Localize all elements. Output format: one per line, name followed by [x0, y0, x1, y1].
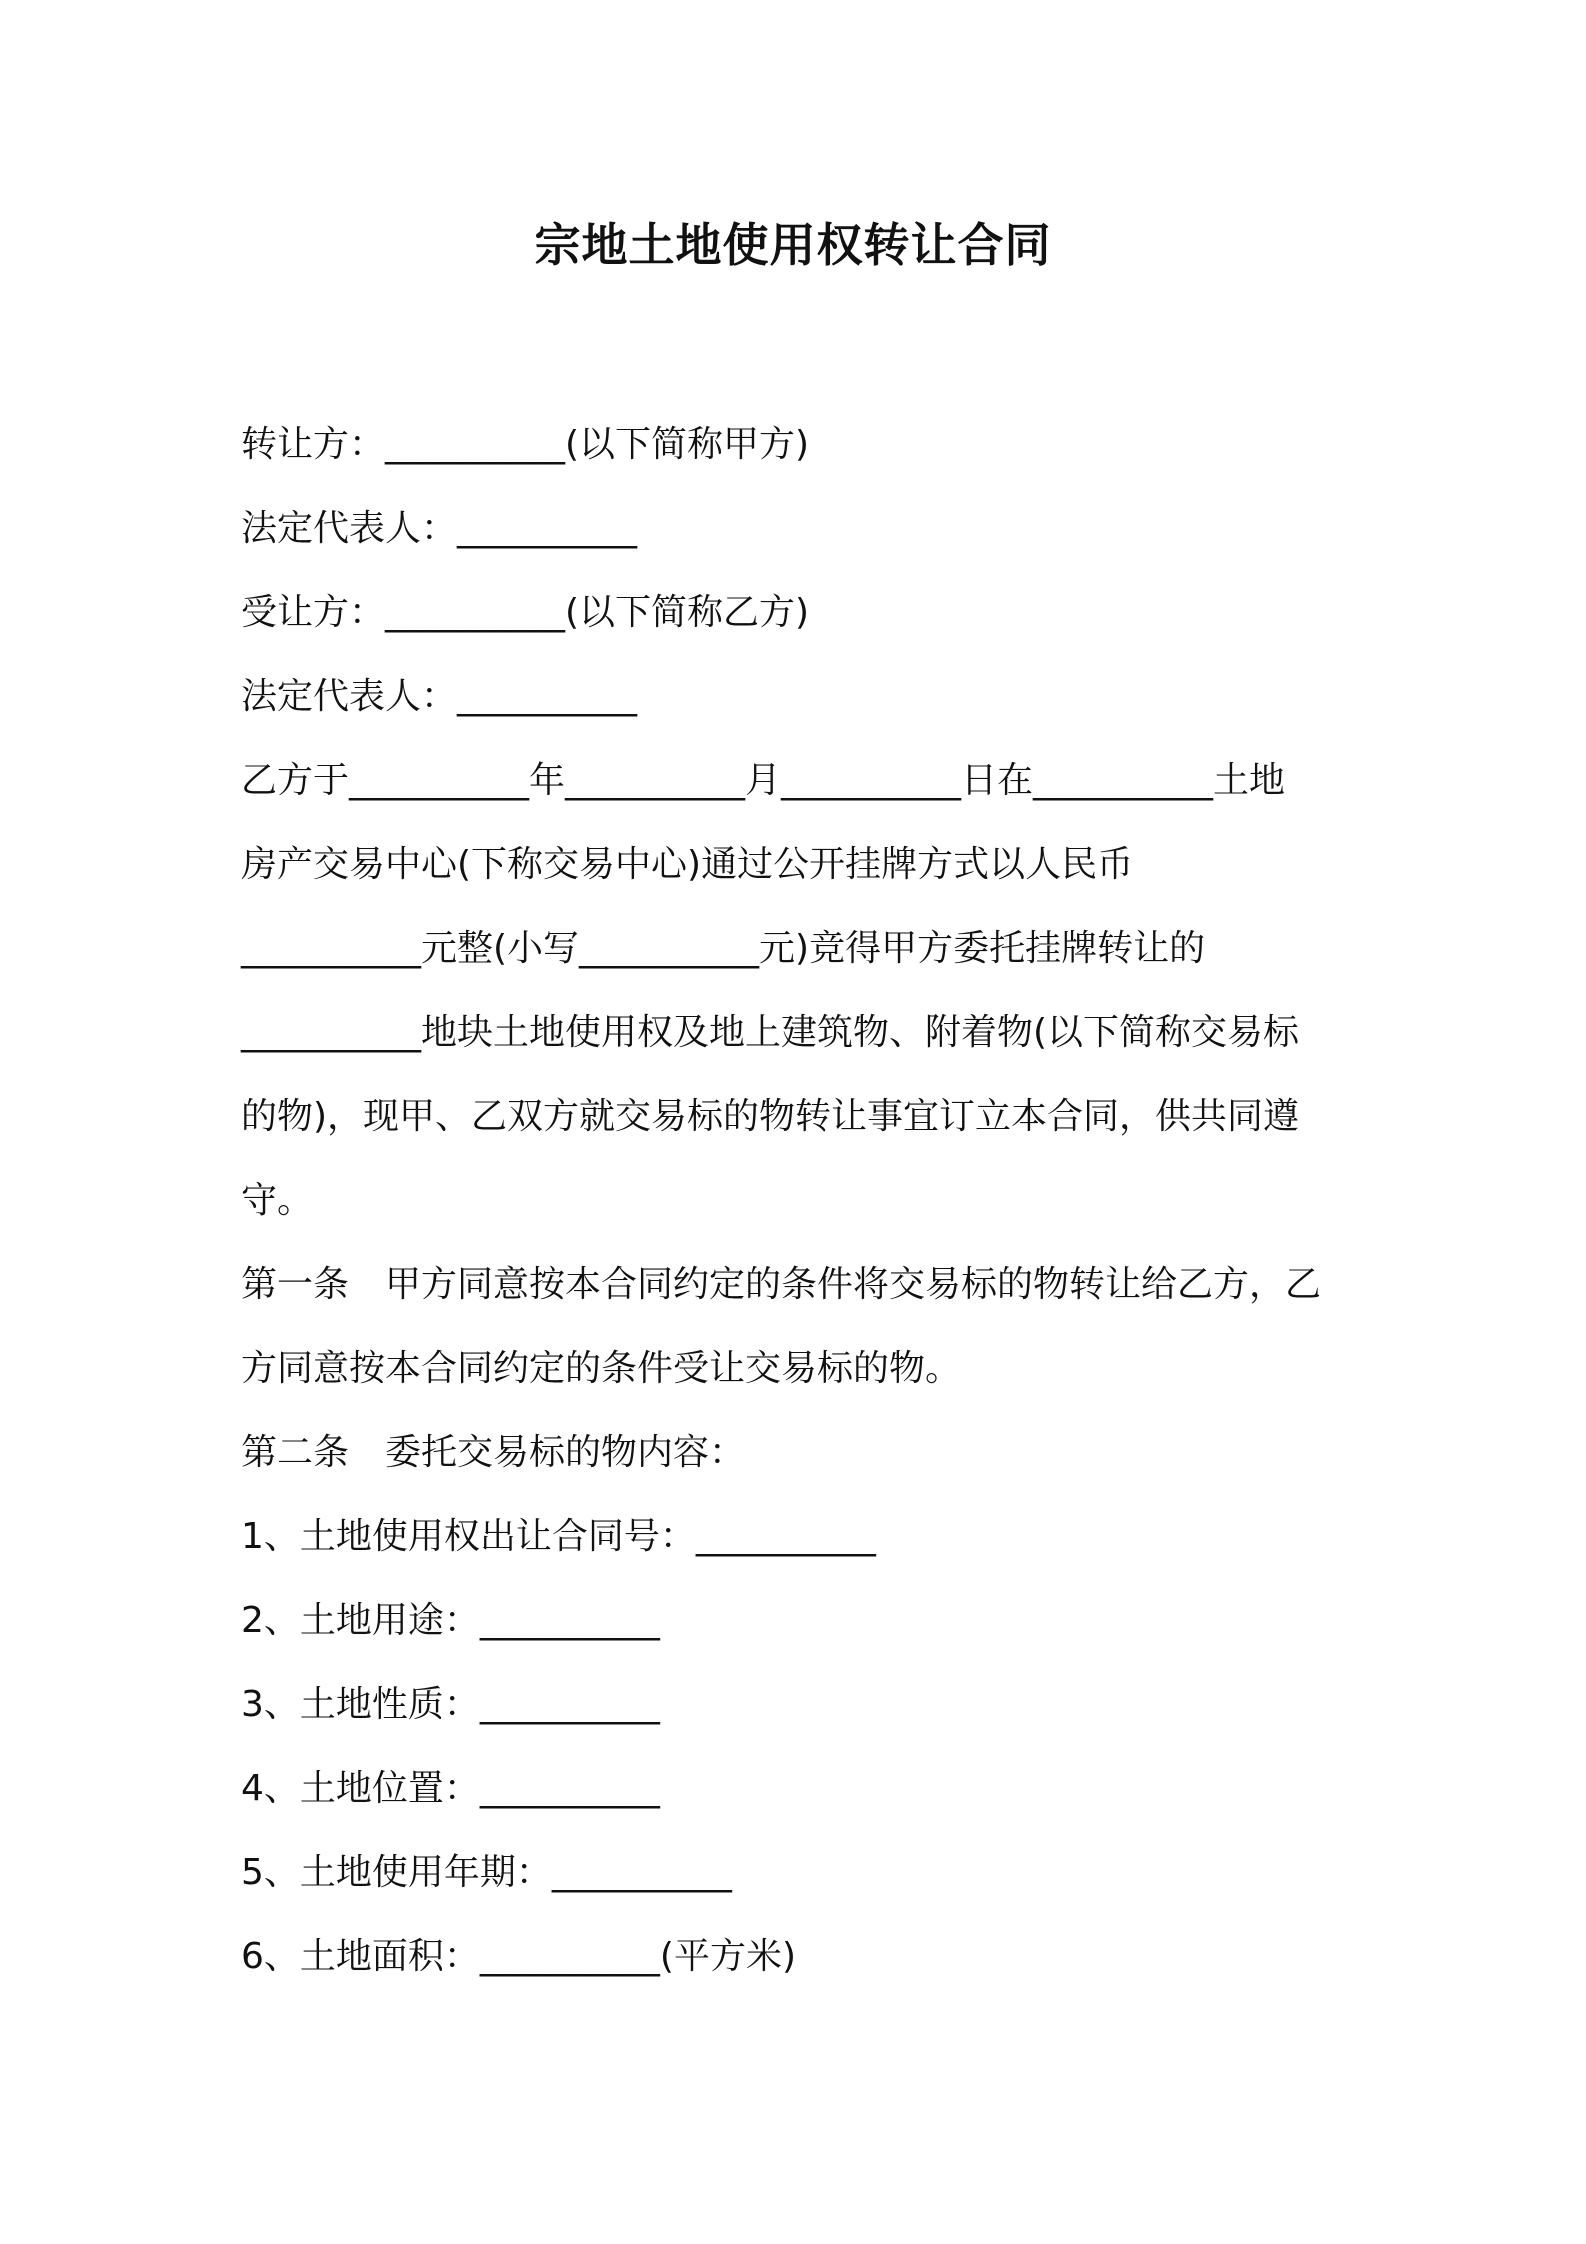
document-body: [241, 403, 1361, 1999]
article-two-item: 3、土地性质：__________: [241, 1684, 660, 1725]
document-title: 宗地土地使用权转让合同: [534, 218, 1052, 272]
preamble-line: __________元整(小写__________元)竞得甲方委托挂牌转让的: [241, 928, 1206, 969]
preamble-line: 守。: [241, 1180, 314, 1221]
preamble-line: __________地块土地使用权及地上建筑物、附着物(以下简称交易标: [241, 1012, 1300, 1053]
article-one-line: 第一条 甲方同意按本合同约定的条件将交易标的物转让给乙方，乙: [241, 1264, 1322, 1305]
article-two-item: 1、土地使用权出让合同号：__________: [241, 1516, 876, 1557]
article-two-item: 2、土地用途：__________: [241, 1600, 660, 1641]
party-a-line: 转让方：__________(以下简称甲方): [241, 424, 810, 465]
preamble-line: 乙方于__________年__________月__________日在__________土地: [241, 760, 1286, 801]
article-two-item: 5、土地使用年期：__________: [241, 1852, 732, 1893]
article-one-line: 方同意按本合同约定的条件受让交易标的物。: [241, 1348, 962, 1389]
party-b-representative-line: 法定代表人：__________: [241, 676, 638, 717]
party-a-representative-line: 法定代表人：__________: [241, 508, 638, 549]
article-two-heading: 第二条 委托交易标的物内容：: [241, 1432, 746, 1473]
article-two-item: 6、土地面积：__________(平方米): [241, 1936, 796, 1977]
preamble-line: 的物)，现甲、乙双方就交易标的物转让事宜订立本合同，供共同遵: [241, 1096, 1300, 1137]
preamble-line: 房产交易中心(下称交易中心)通过公开挂牌方式以人民币: [241, 844, 1134, 885]
party-b-line: 受让方：__________(以下简称乙方): [241, 592, 810, 633]
article-two-item: 4、土地位置：__________: [241, 1768, 660, 1809]
